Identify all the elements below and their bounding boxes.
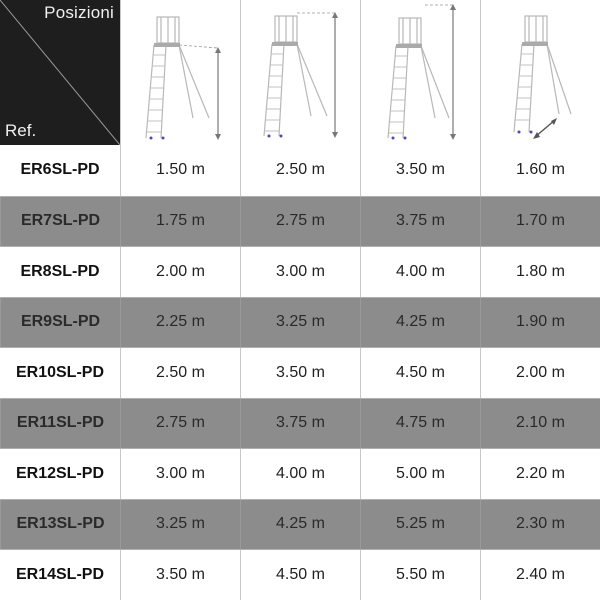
table-row — [0, 246, 600, 297]
value-cell: 3.50 m — [120, 550, 240, 600]
ref-cell: ER6SL-PD — [20, 161, 100, 179]
image-max-reach — [360, 0, 480, 145]
table-row — [0, 448, 600, 499]
ladder-max-reach-icon — [361, 0, 481, 145]
image-depth — [480, 0, 600, 145]
value-cell: 4.00 m — [240, 449, 360, 499]
ref-cell: ER11SL-PD — [0, 399, 120, 449]
image-platform-height — [120, 0, 240, 145]
table-body — [0, 145, 600, 600]
value-cell: 2.20 m — [480, 449, 600, 499]
table-header — [0, 0, 600, 145]
value-cell: 2.30 m — [480, 500, 600, 550]
ref-cell: ER9SL-PD — [0, 298, 120, 348]
table-row — [0, 549, 600, 600]
value-cell: 4.00 m — [360, 247, 480, 297]
value-cell: 5.50 m — [360, 550, 480, 600]
value-cell: 3.50 m — [360, 145, 480, 196]
table-row — [0, 398, 600, 449]
value-cell: 1.75 m — [120, 197, 240, 247]
value-cell: 3.50 m — [240, 348, 360, 398]
value-cell: 4.50 m — [240, 550, 360, 600]
image-total-height — [240, 0, 360, 145]
ref-cell: ER14SL-PD — [15, 565, 105, 583]
ref-cell: ER8SL-PD — [20, 262, 100, 280]
value-cell: 2.00 m — [120, 247, 240, 297]
value-cell: 3.25 m — [120, 500, 240, 550]
value-cell: 3.00 m — [240, 247, 360, 297]
table-row — [0, 347, 600, 398]
ladder-platform-height-icon — [121, 0, 241, 145]
value-cell: 2.75 m — [240, 197, 360, 247]
value-cell: 4.25 m — [360, 298, 480, 348]
value-cell: 2.75 m — [120, 399, 240, 449]
ladder-total-height-icon — [241, 0, 361, 145]
ref-label: Ref. — [5, 121, 37, 140]
value-cell: 1.70 m — [480, 197, 600, 247]
value-cell: 2.50 m — [120, 348, 240, 398]
value-cell: 2.10 m — [480, 399, 600, 449]
value-cell: 1.50 m — [120, 145, 240, 196]
ref-cell: ER13SL-PD — [0, 500, 120, 550]
ref-cell: ER12SL-PD — [15, 464, 105, 482]
header-corner-cell — [0, 0, 120, 145]
value-cell: 3.75 m — [360, 197, 480, 247]
value-cell: 1.80 m — [480, 247, 600, 297]
table-row — [0, 196, 600, 247]
value-cell: 2.25 m — [120, 298, 240, 348]
value-cell: 3.25 m — [240, 298, 360, 348]
value-cell: 3.75 m — [240, 399, 360, 449]
ladder-depth-icon — [481, 0, 600, 145]
ref-cell: ER7SL-PD — [0, 197, 120, 247]
value-cell: 2.50 m — [240, 145, 360, 196]
value-cell: 3.00 m — [120, 449, 240, 499]
table-row — [0, 499, 600, 550]
ref-cell: ER10SL-PD — [15, 363, 105, 381]
value-cell: 2.40 m — [480, 550, 600, 600]
value-cell: 4.25 m — [240, 500, 360, 550]
table-row — [0, 297, 600, 348]
positions-label: Posizioni — [44, 3, 114, 22]
value-cell: 5.25 m — [360, 500, 480, 550]
value-cell: 1.60 m — [480, 145, 600, 196]
value-cell: 4.75 m — [360, 399, 480, 449]
value-cell: 4.50 m — [360, 348, 480, 398]
value-cell: 1.90 m — [480, 298, 600, 348]
value-cell: 2.00 m — [480, 348, 600, 398]
table-row — [0, 145, 600, 196]
value-cell: 5.00 m — [360, 449, 480, 499]
